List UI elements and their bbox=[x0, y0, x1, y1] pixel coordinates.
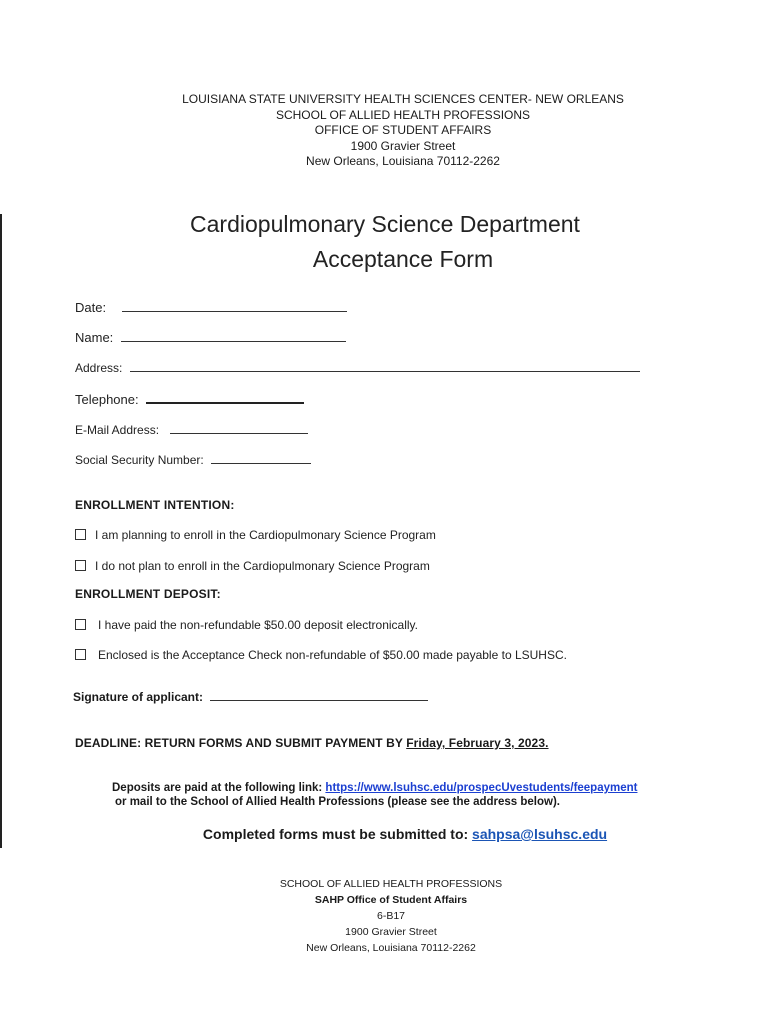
ssn-field bbox=[75, 452, 311, 467]
name-input-line[interactable] bbox=[121, 330, 346, 342]
footer-line-2: SAHP Office of Student Affairs bbox=[314, 894, 468, 906]
header-line-3: OFFICE OF STUDENT AFFAIRS bbox=[314, 123, 492, 137]
form-title: Acceptance Form bbox=[312, 246, 494, 272]
signature-field bbox=[73, 689, 428, 704]
department-title: Cardiopulmonary Science Department bbox=[190, 211, 580, 237]
enroll-option-label: I am planning to enroll in the Cardiopulmonary Science Program bbox=[95, 528, 436, 542]
footer-line-5: New Orleans, Louisiana 70112-2262 bbox=[306, 942, 476, 954]
address-input-line[interactable] bbox=[130, 360, 640, 372]
date-input-line[interactable] bbox=[122, 300, 347, 312]
deposit-line-prefix: Deposits are paid at the following link: bbox=[112, 782, 323, 794]
date-label: Date: bbox=[75, 300, 107, 315]
deadline-notice bbox=[75, 736, 549, 750]
name-label: Name: bbox=[75, 330, 114, 345]
decline-option-label: I do not plan to enroll in the Cardiopulmonary Science Program bbox=[95, 559, 430, 573]
email-field bbox=[75, 422, 308, 437]
name-field bbox=[75, 330, 346, 345]
header-line-2: SCHOOL OF ALLIED HEALTH PROFESSIONS bbox=[275, 107, 531, 122]
left-margin-rule bbox=[0, 214, 2, 848]
institution-header bbox=[18, 92, 770, 170]
address-field bbox=[75, 360, 640, 375]
submission-label: Completed forms must be submitted to: bbox=[202, 826, 469, 842]
deposit-instructions bbox=[112, 781, 637, 809]
footer-line-1: SCHOOL OF ALLIED HEALTH PROFESSIONS bbox=[279, 878, 503, 890]
decline-checkbox[interactable] bbox=[75, 560, 86, 571]
enrollment-deposit-heading: ENROLLMENT DEPOSIT: bbox=[75, 587, 221, 601]
header-line-1: LOUISIANA STATE UNIVERSITY HEALTH SCIENCES CENTER- NEW ORLEANS bbox=[182, 92, 624, 106]
electronic-deposit-label: I have paid the non-refundable $50.00 deposit electronically. bbox=[98, 618, 418, 632]
signature-input-line[interactable] bbox=[210, 689, 428, 701]
signature-label: Signature of applicant: bbox=[73, 690, 204, 704]
telephone-label: Telephone: bbox=[75, 392, 139, 407]
intention-option-enroll bbox=[75, 528, 436, 542]
deadline-date: Friday, February 3, 2023. bbox=[406, 736, 549, 750]
date-field bbox=[75, 300, 347, 315]
deadline-label: DEADLINE: RETURN FORMS AND SUBMIT PAYMENT BY bbox=[75, 736, 403, 750]
footer-line-4: 1900 Gravier Street bbox=[345, 926, 437, 938]
check-deposit-checkbox[interactable] bbox=[75, 649, 86, 660]
deposit-option-check bbox=[75, 648, 567, 662]
email-label: E-Mail Address: bbox=[75, 423, 160, 437]
ssn-input-line[interactable] bbox=[211, 452, 311, 464]
deposit-mail-line: or mail to the School of Allied Health Professions (please see the address below). bbox=[115, 796, 560, 808]
enrollment-intention-heading: ENROLLMENT INTENTION: bbox=[75, 498, 235, 512]
address-label: Address: bbox=[75, 361, 123, 375]
telephone-input-line[interactable] bbox=[146, 391, 304, 404]
enroll-checkbox[interactable] bbox=[75, 529, 86, 540]
submission-notice bbox=[0, 826, 770, 842]
fee-payment-link[interactable]: https://www.lsuhsc.edu/prospecUvestudents/feepayment bbox=[325, 782, 638, 794]
deposit-option-electronic bbox=[75, 618, 418, 632]
header-line-5: New Orleans, Louisiana 70112-2262 bbox=[306, 154, 500, 168]
footer-line-3: 6-B17 bbox=[376, 910, 406, 922]
header-line-4: 1900 Gravier Street bbox=[350, 138, 456, 153]
submission-email-link[interactable]: sahpsa@lsuhsc.edu bbox=[472, 826, 608, 842]
telephone-field bbox=[75, 391, 304, 407]
ssn-label: Social Security Number: bbox=[75, 453, 204, 467]
check-deposit-label: Enclosed is the Acceptance Check non-refundable of $50.00 made payable to LSUHSC. bbox=[98, 648, 567, 662]
email-input-line[interactable] bbox=[170, 422, 308, 434]
footer-address bbox=[0, 876, 770, 956]
electronic-deposit-checkbox[interactable] bbox=[75, 619, 86, 630]
intention-option-decline bbox=[75, 559, 430, 573]
